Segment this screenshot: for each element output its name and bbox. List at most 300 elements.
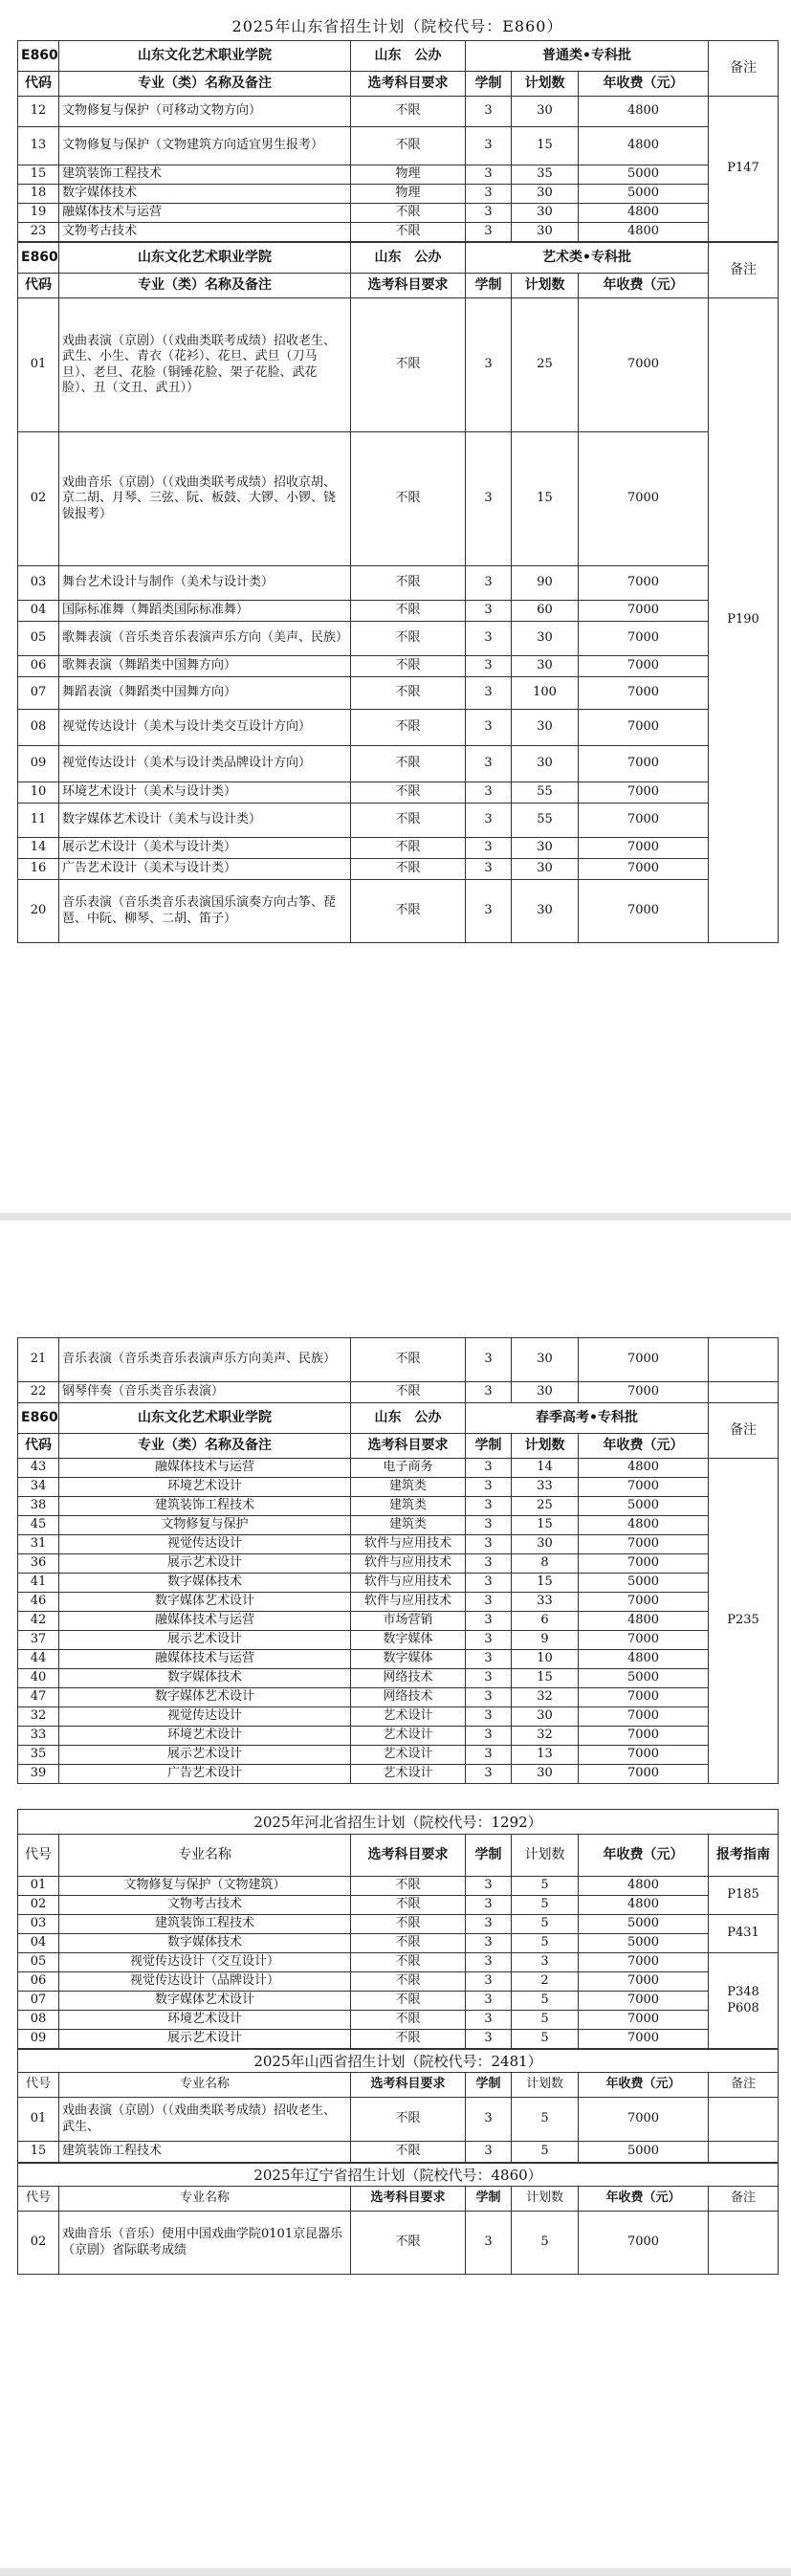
table-row	[18, 782, 779, 804]
col-subject: 选考科目要求	[351, 274, 466, 298]
cell-fee: 7000	[579, 1382, 709, 1403]
cell-note: P185	[709, 1877, 779, 1915]
table-row	[18, 1765, 779, 1784]
cell-name: 音乐表演（音乐类音乐表演声乐方向美声、民族）	[59, 1338, 351, 1382]
cell-plan: 30	[512, 859, 579, 880]
section3-batch: 春季高考•专科批	[466, 1403, 709, 1434]
cell-fee: 7000	[579, 1992, 709, 2011]
cell-years: 3	[466, 1554, 512, 1574]
cell-years: 3	[466, 677, 512, 710]
cell-plan: 25	[512, 298, 579, 432]
cell-fee: 5000	[579, 1497, 709, 1516]
col-name: 专业名称	[59, 1835, 351, 1877]
cell-name: 数字媒体技术	[59, 1669, 351, 1688]
table-row	[18, 185, 779, 204]
cell-subject: 不限	[351, 1934, 466, 1953]
cell-fee: 7000	[579, 1631, 709, 1650]
cell-years: 3	[466, 2142, 512, 2163]
cell-subject: 不限	[351, 782, 466, 804]
cell-years: 3	[466, 165, 512, 185]
cell-subject: 不限	[351, 859, 466, 880]
cell-years: 3	[466, 1688, 512, 1707]
cell-name: 数字媒体技术	[59, 1934, 351, 1953]
cell-plan: 33	[512, 1478, 579, 1497]
shanxi-title: 2025年山西省招生计划（院校代号：2481）	[18, 2050, 779, 2073]
cell-code: 11	[18, 804, 59, 838]
table-row	[18, 1612, 779, 1631]
cell-fee: 4800	[579, 97, 709, 127]
shanxi-table	[17, 2049, 779, 2163]
cell-subject: 艺术设计	[351, 1765, 466, 1784]
table-row	[18, 746, 779, 782]
cell-plan: 5	[512, 2011, 579, 2030]
col-code: 代码	[18, 1434, 59, 1459]
cell-note: P190	[709, 298, 779, 943]
col-name: 专业名称	[59, 2073, 351, 2098]
section1-code: E860	[18, 41, 59, 72]
cell-code: 05	[18, 622, 59, 656]
table-row	[18, 1707, 779, 1727]
cell-fee: 7000	[579, 1765, 709, 1784]
cell-code: 18	[18, 185, 59, 204]
cell-years: 3	[466, 1915, 512, 1934]
page-separator	[0, 1213, 791, 1221]
cell-subject: 不限	[351, 204, 466, 223]
cell-code: 19	[18, 204, 59, 223]
cell-fee: 5000	[579, 1915, 709, 1934]
cell-plan: 30	[512, 1382, 579, 1403]
cell-subject: 不限	[351, 677, 466, 710]
col-years: 学制	[466, 1835, 512, 1877]
cell-plan: 15	[512, 1669, 579, 1688]
col-fee: 年收费（元）	[579, 2073, 709, 2098]
col-note: 报考指南	[709, 1835, 779, 1877]
col-plan: 计划数	[512, 2187, 579, 2212]
cell-subject: 建筑类	[351, 1516, 466, 1535]
cell-name: 文物考古技术	[59, 1896, 351, 1915]
cell-code: 15	[18, 2142, 59, 2163]
cell-name: 建筑装饰工程技术	[59, 165, 351, 185]
table-row	[18, 1746, 779, 1765]
cell-plan: 5	[512, 2030, 579, 2049]
col-fee: 年收费（元）	[579, 274, 709, 298]
section3-location: 山东 公办	[351, 1403, 466, 1434]
cell-subject: 不限	[351, 127, 466, 165]
cell-fee: 7000	[579, 838, 709, 859]
cell-name: 融媒体技术与运营	[59, 204, 351, 223]
cell-code: 36	[18, 1554, 59, 1574]
section2-school: 山东文化艺术职业学院	[59, 243, 351, 274]
cell-subject: 数字媒体	[351, 1650, 466, 1669]
cell-years: 3	[466, 1877, 512, 1896]
col-fee: 年收费（元）	[579, 72, 709, 97]
cell-years: 3	[466, 2098, 512, 2142]
col-note: 备注	[709, 2073, 779, 2098]
col-plan: 计划数	[512, 1434, 579, 1459]
cell-fee: 5000	[579, 2142, 709, 2163]
cell-years: 3	[466, 1669, 512, 1688]
table-row	[18, 1877, 779, 1896]
section2-code: E860	[18, 243, 59, 274]
cell-name: 国际标准舞（舞蹈类国际标准舞）	[59, 601, 351, 622]
cell-subject: 艺术设计	[351, 1727, 466, 1746]
page-separator-bottom	[0, 2568, 791, 2576]
col-code: 代码	[18, 274, 59, 298]
cell-years: 3	[466, 1896, 512, 1915]
col-years: 学制	[466, 2073, 512, 2098]
cell-code: 35	[18, 1746, 59, 1765]
cell-name: 展示艺术设计	[59, 1631, 351, 1650]
cell-fee: 4800	[579, 1459, 709, 1478]
cell-code: 02	[18, 2212, 59, 2275]
table-row	[18, 1896, 779, 1915]
cell-code: 16	[18, 859, 59, 880]
table-row	[18, 1727, 779, 1746]
cell-subject: 不限	[351, 1992, 466, 2011]
cell-subject: 不限	[351, 223, 466, 242]
cell-subject: 不限	[351, 566, 466, 601]
section2-batch: 艺术类•专科批	[466, 243, 709, 274]
table-row	[18, 223, 779, 242]
cell-plan: 30	[512, 880, 579, 943]
cell-name: 戏曲表演（京剧）（（戏曲类联考成绩）招收老生、武生、小生、青衣（花衫）、花旦、武旦（刀马旦）、老旦、花脸（铜锤花脸、架子花脸、武花脸）、丑（文丑、武丑））	[59, 298, 351, 432]
cell-plan: 100	[512, 677, 579, 710]
table-row	[18, 1650, 779, 1669]
cell-name: 环境艺术设计（美术与设计类）	[59, 782, 351, 804]
cell-code: 14	[18, 838, 59, 859]
cell-fee: 7000	[579, 782, 709, 804]
section1-table	[17, 40, 779, 242]
cell-fee: 7000	[579, 880, 709, 943]
cell-subject: 不限	[351, 710, 466, 746]
cell-name: 文物修复与保护	[59, 1516, 351, 1535]
table-row	[18, 1915, 779, 1934]
table-row	[18, 859, 779, 880]
cell-subject: 艺术设计	[351, 1707, 466, 1727]
cell-plan: 13	[512, 1746, 579, 1765]
cell-fee: 7000	[579, 1535, 709, 1554]
cell-fee: 7000	[579, 1727, 709, 1746]
cell-years: 3	[466, 656, 512, 677]
cell-plan: 30	[512, 1535, 579, 1554]
cell-fee: 7000	[579, 2098, 709, 2142]
cell-years: 3	[466, 1953, 512, 1972]
col-plan: 计划数	[512, 274, 579, 298]
cell-name: 视觉传达设计（品牌设计）	[59, 1972, 351, 1992]
cell-subject: 网络技术	[351, 1688, 466, 1707]
cell-plan: 32	[512, 1727, 579, 1746]
table-row	[18, 1669, 779, 1688]
col-code: 代号	[18, 1835, 59, 1877]
table-row	[18, 432, 779, 566]
cell-years: 3	[466, 804, 512, 838]
col-plan: 计划数	[512, 72, 579, 97]
cell-fee: 7000	[579, 622, 709, 656]
cell-plan: 15	[512, 1574, 579, 1593]
cell-years: 3	[466, 1593, 512, 1612]
cell-subject: 不限	[351, 1338, 466, 1382]
cell-fee: 7000	[579, 1688, 709, 1707]
cell-plan: 30	[512, 1338, 579, 1382]
section3-table	[17, 1337, 779, 1784]
cell-plan: 90	[512, 566, 579, 601]
cell-name: 融媒体技术与运营	[59, 1459, 351, 1478]
cell-subject: 不限	[351, 880, 466, 943]
col-subject: 选考科目要求	[351, 2073, 466, 2098]
table-row	[18, 566, 779, 601]
cell-subject: 软件与应用技术	[351, 1554, 466, 1574]
cell-code: 09	[18, 746, 59, 782]
cell-fee: 7000	[579, 1338, 709, 1382]
cell-name: 戏曲音乐（京剧）（（戏曲类联考成绩）招收京胡、京二胡、月琴、三弦、阮、板鼓、大锣、小锣、铙钹报考）	[59, 432, 351, 566]
cell-fee: 7000	[579, 601, 709, 622]
cell-note	[709, 2142, 779, 2163]
cell-plan: 15	[512, 432, 579, 566]
col-subject: 选考科目要求	[351, 1434, 466, 1459]
cell-plan: 30	[512, 746, 579, 782]
cell-fee: 7000	[579, 1746, 709, 1765]
cell-code: 04	[18, 601, 59, 622]
col-years: 学制	[466, 1434, 512, 1459]
cell-years: 3	[466, 1992, 512, 2011]
cell-name: 融媒体技术与运营	[59, 1650, 351, 1669]
table-row	[18, 622, 779, 656]
cell-name: 视觉传达设计	[59, 1535, 351, 1554]
cell-years: 3	[466, 1535, 512, 1554]
cell-code: 31	[18, 1535, 59, 1554]
table-row	[18, 838, 779, 859]
table-row	[18, 804, 779, 838]
cell-code: 23	[18, 223, 59, 242]
cell-code: 45	[18, 1516, 59, 1535]
table-row	[18, 1554, 779, 1574]
cell-code: 08	[18, 710, 59, 746]
cell-plan: 32	[512, 1688, 579, 1707]
cell-name: 钢琴伴奏（音乐类音乐表演）	[59, 1382, 351, 1403]
table-row	[18, 1992, 779, 2011]
cell-fee: 4800	[579, 204, 709, 223]
cell-fee: 7000	[579, 2212, 709, 2275]
table-row	[18, 1631, 779, 1650]
cell-plan: 5	[512, 1934, 579, 1953]
cell-subject: 物理	[351, 165, 466, 185]
table-row	[18, 204, 779, 223]
cell-subject: 建筑类	[351, 1497, 466, 1516]
cell-code: 40	[18, 1669, 59, 1688]
cell-code: 01	[18, 1877, 59, 1896]
cell-subject: 不限	[351, 656, 466, 677]
cell-name: 环境艺术设计	[59, 1478, 351, 1497]
cell-plan: 30	[512, 622, 579, 656]
cell-name: 展示艺术设计（美术与设计类）	[59, 838, 351, 859]
cell-subject: 不限	[351, 2011, 466, 2030]
cell-plan: 5	[512, 1992, 579, 2011]
cell-subject: 不限	[351, 2212, 466, 2275]
col-code: 代码	[18, 72, 59, 97]
page-2	[17, 1337, 778, 2275]
cell-code: 43	[18, 1459, 59, 1478]
table-row	[18, 2030, 779, 2049]
cell-name: 视觉传达设计（美术与设计类品牌设计方向）	[59, 746, 351, 782]
cell-name: 文物修复与保护（文物建筑）	[59, 1877, 351, 1896]
cell-note: P431	[709, 1915, 779, 1953]
cell-name: 建筑装饰工程技术	[59, 2142, 351, 2163]
cell-years: 3	[466, 1459, 512, 1478]
cell-name: 音乐表演（音乐类音乐表演国乐演奏方向古筝、琵琶、中阮、柳琴、二胡、笛子）	[59, 880, 351, 943]
cell-years: 3	[466, 782, 512, 804]
cell-fee: 4800	[579, 1612, 709, 1631]
cell-subject: 网络技术	[351, 1669, 466, 1688]
cell-years: 3	[466, 223, 512, 242]
col-subject: 选考科目要求	[351, 2187, 466, 2212]
cell-subject: 不限	[351, 601, 466, 622]
cell-years: 3	[466, 1934, 512, 1953]
cell-fee: 7000	[579, 656, 709, 677]
section3-school: 山东文化艺术职业学院	[59, 1403, 351, 1434]
cell-years: 3	[466, 1382, 512, 1403]
cell-subject: 不限	[351, 622, 466, 656]
table-row	[18, 1972, 779, 1992]
cell-code: 46	[18, 1593, 59, 1612]
cell-plan: 30	[512, 1707, 579, 1727]
section1-school: 山东文化艺术职业学院	[59, 41, 351, 72]
cell-code: 21	[18, 1338, 59, 1382]
col-code: 代号	[18, 2073, 59, 2098]
table-row	[18, 2011, 779, 2030]
cell-plan: 30	[512, 204, 579, 223]
cell-note: P235	[709, 1459, 779, 1784]
cell-code: 13	[18, 127, 59, 165]
cell-name: 视觉传达设计	[59, 1707, 351, 1727]
cell-code: 32	[18, 1707, 59, 1727]
section2-note-header: 备注	[709, 243, 779, 298]
cell-code: 47	[18, 1688, 59, 1707]
cell-subject: 不限	[351, 838, 466, 859]
col-plan: 计划数	[512, 2073, 579, 2098]
cell-code: 07	[18, 1992, 59, 2011]
col-plan: 计划数	[512, 1835, 579, 1877]
cell-plan: 30	[512, 97, 579, 127]
cell-subject: 不限	[351, 1972, 466, 1992]
cell-note	[709, 2098, 779, 2142]
cell-fee: 4800	[579, 1650, 709, 1669]
cell-name: 广告艺术设计（美术与设计类）	[59, 859, 351, 880]
cell-code: 08	[18, 2011, 59, 2030]
cell-years: 3	[466, 1707, 512, 1727]
cell-years: 3	[466, 204, 512, 223]
cell-years: 3	[466, 1612, 512, 1631]
hebei-title: 2025年河北省招生计划（院校代号：1292）	[18, 1810, 779, 1835]
cell-subject: 不限	[351, 2030, 466, 2049]
cell-years: 3	[466, 746, 512, 782]
cell-plan: 2	[512, 1972, 579, 1992]
cell-code: 15	[18, 165, 59, 185]
cell-fee: 7000	[579, 1953, 709, 1972]
cell-years: 3	[466, 1574, 512, 1593]
section3-note-header: 备注	[709, 1403, 779, 1459]
cell-subject: 不限	[351, 804, 466, 838]
cell-years: 3	[466, 97, 512, 127]
cell-code: 06	[18, 1972, 59, 1992]
col-years: 学制	[466, 274, 512, 298]
cell-code: 39	[18, 1765, 59, 1784]
cell-fee: 5000	[579, 1574, 709, 1593]
cell-note: P348 P608	[709, 1953, 779, 2049]
cell-subject: 不限	[351, 1953, 466, 1972]
cell-plan: 14	[512, 1459, 579, 1478]
cell-code: 02	[18, 432, 59, 566]
cell-years: 3	[466, 2030, 512, 2049]
cell-years: 3	[466, 1478, 512, 1497]
cell-years: 3	[466, 859, 512, 880]
cell-code: 38	[18, 1497, 59, 1516]
cell-note	[709, 1338, 779, 1382]
cell-name: 戏曲音乐（音乐）使用中国戏曲学院0101京昆器乐（京剧）省际联考成绩	[59, 2212, 351, 2275]
cell-years: 3	[466, 1727, 512, 1746]
cell-years: 3	[466, 1516, 512, 1535]
cell-name: 文物修复与保护（可移动文物方向）	[59, 97, 351, 127]
cell-code: 37	[18, 1631, 59, 1650]
cell-years: 3	[466, 1650, 512, 1669]
hebei-table	[17, 1809, 779, 2049]
cell-fee: 7000	[579, 1707, 709, 1727]
cell-name: 戏曲表演（京剧）（（戏曲类联考成绩）招收老生、武生、	[59, 2098, 351, 2142]
cell-plan: 55	[512, 782, 579, 804]
col-note: 备注	[709, 2187, 779, 2212]
cell-subject: 软件与应用技术	[351, 1574, 466, 1593]
col-subject: 选考科目要求	[351, 72, 466, 97]
cell-subject: 市场营销	[351, 1612, 466, 1631]
table-row	[18, 1497, 779, 1516]
table-row	[18, 2142, 779, 2163]
cell-name: 数字媒体艺术设计	[59, 1992, 351, 2011]
cell-subject: 不限	[351, 1896, 466, 1915]
table-row	[18, 1574, 779, 1593]
cell-years: 3	[466, 566, 512, 601]
col-name: 专业名称	[59, 2187, 351, 2212]
cell-name: 数字媒体艺术设计（美术与设计类）	[59, 804, 351, 838]
cell-plan: 33	[512, 1593, 579, 1612]
cell-subject: 不限	[351, 1382, 466, 1403]
cell-years: 3	[466, 1338, 512, 1382]
cell-fee: 4800	[579, 127, 709, 165]
liaoning-table	[17, 2163, 779, 2275]
cell-subject: 建筑类	[351, 1478, 466, 1497]
liaoning-title: 2025年辽宁省招生计划（院校代号：4860）	[18, 2164, 779, 2187]
cell-fee: 7000	[579, 1972, 709, 1992]
cell-years: 3	[466, 622, 512, 656]
cell-plan: 30	[512, 710, 579, 746]
cell-code: 06	[18, 656, 59, 677]
section1-location: 山东 公办	[351, 41, 466, 72]
cell-years: 3	[466, 185, 512, 204]
table-row	[18, 1382, 779, 1403]
cell-fee: 7000	[579, 2030, 709, 2049]
cell-years: 3	[466, 127, 512, 165]
cell-plan: 25	[512, 1497, 579, 1516]
col-years: 学制	[466, 72, 512, 97]
cell-name: 文物考古技术	[59, 223, 351, 242]
cell-years: 3	[466, 1631, 512, 1650]
cell-fee: 5000	[579, 165, 709, 185]
table-row	[18, 1593, 779, 1612]
table-row	[18, 677, 779, 710]
cell-years: 3	[466, 298, 512, 432]
cell-code: 33	[18, 1727, 59, 1746]
cell-years: 3	[466, 432, 512, 566]
cell-fee: 7000	[579, 1593, 709, 1612]
cell-name: 融媒体技术与运营	[59, 1612, 351, 1631]
